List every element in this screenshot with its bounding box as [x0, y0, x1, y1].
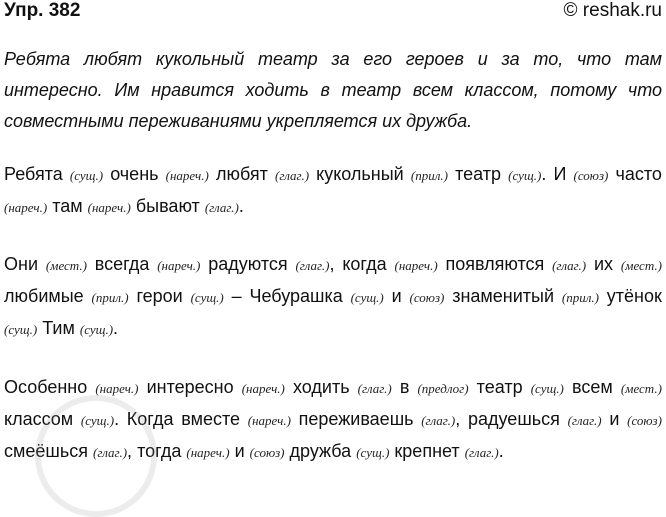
word: тогда [137, 441, 182, 461]
word: и [234, 441, 245, 461]
part-of-speech-tag: (глаг.) [357, 381, 392, 396]
exercise-number: Упр. 382 [4, 0, 81, 21]
word: очень [110, 164, 159, 184]
word: крепнет [394, 441, 460, 461]
part-of-speech-tag: (глаг.) [295, 258, 330, 273]
part-of-speech-tag: (сущ.) [356, 445, 390, 460]
part-of-speech-tag: (нареч.) [241, 381, 285, 396]
punctuation: . [498, 441, 504, 461]
word: когда [342, 254, 387, 274]
part-of-speech-tag: (нареч.) [186, 445, 230, 460]
part-of-speech-tag: (нареч.) [4, 200, 48, 215]
word: знаменитый [452, 286, 555, 306]
answer-paragraph-3 [4, 372, 662, 468]
word: интересно [146, 377, 234, 397]
part-of-speech-tag: (прил.) [561, 290, 599, 305]
word: бывают [135, 196, 200, 216]
part-of-speech-tag: (нареч.) [87, 200, 131, 215]
word: Тим [42, 318, 75, 338]
word: в [399, 377, 410, 397]
word: всегда [94, 254, 150, 274]
word: Они [4, 254, 38, 274]
word: театр [455, 164, 502, 184]
part-of-speech-tag: (союз) [409, 290, 445, 305]
part-of-speech-tag: (мест.) [620, 258, 662, 273]
word: любимые [4, 286, 84, 306]
part-of-speech-tag: (нареч.) [157, 258, 201, 273]
part-of-speech-tag: (прил.) [410, 168, 448, 183]
part-of-speech-tag: (глаг.) [92, 445, 128, 460]
word: их [593, 254, 614, 274]
part-of-speech-tag: (сущ.) [530, 381, 564, 396]
part-of-speech-tag: (мест.) [620, 381, 662, 396]
header [4, 0, 662, 26]
answer-paragraph-2 [4, 249, 662, 345]
punctuation: , [455, 409, 461, 429]
word: и [609, 409, 620, 429]
word: дружба [289, 441, 352, 461]
part-of-speech-tag: (нареч.) [95, 381, 139, 396]
punctuation: , [127, 441, 133, 461]
punctuation: . [114, 409, 120, 429]
word: там [52, 196, 83, 216]
part-of-speech-tag: (глаг.) [552, 258, 587, 273]
part-of-speech-tag: (сущ.) [4, 322, 38, 337]
answer-paragraph-1 [4, 159, 662, 223]
part-of-speech-tag: (прил.) [91, 290, 129, 305]
part-of-speech-tag: (сущ.) [350, 290, 384, 305]
part-of-speech-tag: (глаг.) [421, 413, 456, 428]
part-of-speech-tag: (предлог) [417, 381, 469, 396]
part-of-speech-tag: (сущ.) [508, 168, 542, 183]
word: радуются [208, 254, 288, 274]
part-of-speech-tag: (сущ.) [190, 290, 224, 305]
part-of-speech-tag: (глаг.) [567, 413, 602, 428]
punctuation: , [329, 254, 335, 274]
word: переживаешь [298, 409, 414, 429]
word: герои [136, 286, 183, 306]
part-of-speech-tag: (нареч.) [394, 258, 438, 273]
punctuation: . [238, 196, 244, 216]
word: театр [476, 377, 523, 397]
word: всем [571, 377, 613, 397]
part-of-speech-tag: (союз) [573, 168, 609, 183]
part-of-speech-tag: (глаг.) [204, 200, 239, 215]
part-of-speech-tag: (глаг.) [464, 445, 499, 460]
word: появляются [445, 254, 545, 274]
punctuation: . [113, 318, 119, 338]
word: Когда вместе [126, 409, 241, 429]
part-of-speech-tag: (нареч.) [165, 168, 209, 183]
part-of-speech-tag: (мест.) [45, 258, 87, 273]
part-of-speech-tag: (союз) [627, 413, 662, 428]
word: радуешься [467, 409, 560, 429]
part-of-speech-tag: (сущ.) [69, 168, 104, 183]
word: утёнок [606, 286, 662, 306]
word: часто [615, 164, 662, 184]
word: Особенно [4, 377, 88, 397]
part-of-speech-tag: (сущ.) [79, 322, 114, 337]
task-text: Ребята любят кукольный театр за его героев и за то, что там интересно. Им нравится ходить в театр всем классом, потому что совместными переживаниями укрепляется их дружба. [4, 49, 662, 131]
source-credit: © reshak.ru [563, 0, 662, 21]
part-of-speech-tag: (глаг.) [274, 168, 310, 183]
word: любят [215, 164, 268, 184]
word: Чебурашка [249, 286, 343, 306]
punctuation: – [223, 286, 250, 306]
word: кукольный [316, 164, 404, 184]
word: ходить [292, 377, 350, 397]
punctuation: . И [541, 164, 567, 184]
part-of-speech-tag: (сущ.) [80, 413, 115, 428]
part-of-speech-tag: (союз) [249, 445, 285, 460]
word: и [391, 286, 402, 306]
word: классом [4, 409, 74, 429]
word: смеёшься [4, 441, 88, 461]
part-of-speech-tag: (нареч.) [247, 413, 291, 428]
word: Ребята [4, 164, 63, 184]
